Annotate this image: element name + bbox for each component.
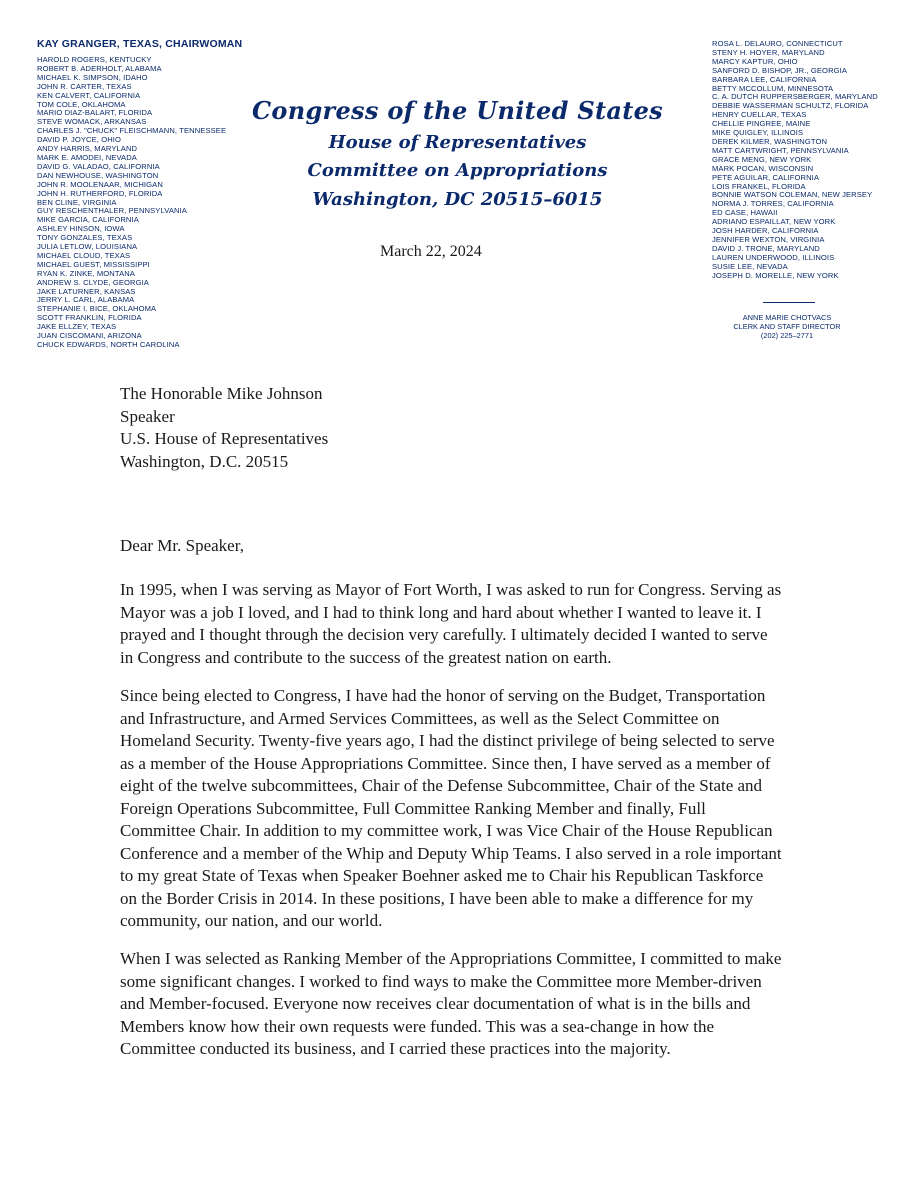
member-name: TOM COLE, OKLAHOMA: [37, 99, 126, 109]
member-name: CHUCK EDWARDS, NORTH CAROLINA: [37, 340, 180, 349]
member-name: GUY RESCHENTHALER, PENNSYLVANIA: [37, 206, 187, 216]
member-name: STEPHANIE I. BICE, OKLAHOMA: [37, 304, 157, 314]
member-name: JERRY L. CARL, ALABAMA: [37, 295, 135, 305]
member-name: JULIA LETLOW, LOUISIANA: [37, 242, 138, 252]
paragraph-line: to my great State of Texas when Speaker Boehner asked me to Chair his Republican Taskforce: [120, 866, 764, 885]
body-paragraph-2: [120, 685, 880, 933]
recipient-address: [120, 383, 328, 473]
member-name: MARCY KAPTUR, OHIO: [712, 56, 798, 66]
paragraph-line: Since being elected to Congress, I have had the honor of serving on the Budget, Transportation: [120, 686, 766, 705]
member-name: HAROLD ROGERS, KENTUCKY: [37, 55, 152, 64]
paragraph-line: Foreign Operations Subcommittee, Full Committee Ranking Member and finally, Full: [120, 798, 706, 818]
recipient-line: U.S. House of Representatives: [120, 429, 329, 448]
paragraph-line: Committee conducted its business, and I carried these practices into the majority.: [120, 1039, 671, 1058]
member-name: GRACE MENG, NEW YORK: [712, 154, 812, 164]
recipient-line: The Honorable Mike Johnson: [120, 384, 323, 403]
staff-director-phone: (202) 225–2771: [760, 331, 814, 341]
member-name: DEBBIE WASSERMAN SCHULTZ, FLORIDA: [712, 101, 869, 111]
member-name: LOIS FRANKEL, FLORIDA: [712, 181, 806, 191]
member-name: DAVID G. VALADAO, CALIFORNIA: [37, 161, 160, 171]
member-name: STEVE WOMACK, ARKANSAS: [37, 117, 147, 127]
paragraph-line: Mayor was a job I loved, and I had to think long and hard about whether I wanted to leave it. I: [120, 602, 762, 622]
member-name: MICHAEL CLOUD, TEXAS: [37, 250, 131, 260]
member-name: CHARLES J. "CHUCK" FLEISCHMANN, TENNESSEE: [37, 126, 227, 136]
member-name: JOSEPH D. MORELLE, NEW YORK: [712, 270, 839, 280]
member-name: SUSIE LEE, NEVADA: [712, 261, 788, 271]
member-name: MARK E. AMODEI, NEVADA: [37, 152, 137, 162]
body-paragraph-1: [120, 579, 880, 669]
member-name: HENRY CUELLAR, TEXAS: [712, 110, 807, 120]
member-name: LAUREN UNDERWOOD, ILLINOIS: [712, 252, 835, 262]
member-name: MICHAEL GUEST, MISSISSIPPI: [37, 259, 150, 269]
paragraph-line: Members know how their own requests were funded. This was a sea-change in how the: [120, 1016, 715, 1036]
member-name: JOSH HARDER, CALIFORNIA: [712, 226, 819, 236]
committee-heading: Committee on Appropriations: [307, 160, 608, 181]
member-name: DAVID J. TRONE, MARYLAND: [712, 243, 820, 253]
chairwoman-line: KAY GRANGER, TEXAS, CHAIRWOMAN: [37, 38, 243, 50]
paragraph-line: Conference and a member of the Whip and Deputy Whip Teams. I also served in a role important: [120, 843, 782, 863]
member-name: SANFORD D. BISHOP, JR., GEORGIA: [712, 65, 848, 75]
member-name: ADRIANO ESPAILLAT, NEW YORK: [712, 217, 836, 227]
member-name: ED CASE, HAWAII: [712, 208, 778, 218]
member-name: BARBARA LEE, CALIFORNIA: [712, 74, 817, 84]
member-name: DAN NEWHOUSE, WASHINGTON: [37, 170, 159, 180]
address-heading: Washington, DC 20515–6015: [312, 189, 603, 210]
paragraph-line: prayed and I thought through the decision very carefully. I ultimately decided I wanted to serve: [120, 625, 768, 644]
member-name: JOHN R. MOOLENAAR, MICHIGAN: [37, 179, 163, 189]
member-name: JAKE LATURNER, KANSAS: [37, 286, 136, 296]
staff-director-block: [692, 313, 882, 341]
congress-heading: Congress of the United States: [251, 96, 663, 125]
staff-director-name: ANNE MARIE CHOTVACS: [742, 313, 832, 322]
member-name: SCOTT FRANKLIN, FLORIDA: [37, 313, 142, 323]
member-name: ROBERT B. ADERHOLT, ALABAMA: [37, 63, 162, 73]
member-name: C. A. DUTCH RUPPERSBERGER, MARYLAND: [712, 92, 878, 102]
member-name: MARK POCAN, WISCONSIN: [712, 163, 814, 173]
member-name: RYAN K. ZINKE, MONTANA: [37, 268, 135, 278]
member-name: PETE AGUILAR, CALIFORNIA: [712, 172, 820, 182]
paragraph-line: Homeland Security. Twenty-five years ago, I had the distinct privilege of being selected to serve: [120, 731, 775, 750]
recipient-line: Washington, D.C. 20515: [120, 451, 289, 471]
member-name: MARIO DIAZ-BALART, FLORIDA: [37, 108, 153, 118]
paragraph-line: in Congress and contribute to the success of the greatest nation on earth.: [120, 647, 612, 667]
majority-members-list: [37, 56, 226, 350]
member-name: BETTY MCCOLLUM, MINNESOTA: [712, 83, 834, 93]
minority-members-list: [712, 40, 878, 280]
member-name: MATT CARTWRIGHT, PENNSYLVANIA: [712, 145, 849, 155]
letter-date: March 22, 2024: [380, 243, 482, 260]
member-name: JENNIFER WEXTON, VIRGINIA: [712, 234, 825, 244]
member-name: TONY GONZALES, TEXAS: [37, 233, 133, 243]
house-heading: House of Representatives: [328, 132, 587, 153]
member-name: JOHN R. CARTER, TEXAS: [37, 81, 132, 91]
paragraph-line: In 1995, when I was serving as Mayor of Fort Worth, I was asked to run for Congress. Serving as: [120, 580, 782, 599]
paragraph-line: When I was selected as Ranking Member of the Appropriations Committee, I committed to make: [120, 949, 782, 968]
staff-divider: [763, 302, 815, 303]
member-name: MICHAEL K. SIMPSON, IDAHO: [37, 72, 148, 82]
salutation: Dear Mr. Speaker,: [120, 536, 244, 555]
paragraph-line: Committee Chair. In addition to my committee work, I was Vice Chair of the House Republican: [120, 821, 773, 840]
member-name: ANDY HARRIS, MARYLAND: [37, 144, 138, 154]
member-name: JAKE ELLZEY, TEXAS: [37, 322, 117, 332]
member-name: ROSA L. DELAURO, CONNECTICUT: [712, 39, 843, 48]
paragraph-line: and Member-focused. Everyone now receives clear documentation of what is in the bills and: [120, 994, 751, 1013]
paragraph-line: some significant changes. I worked to find ways to make the Committee more Member-driven: [120, 971, 762, 991]
body-paragraph-3: [120, 948, 880, 1061]
member-name: ANDREW S. CLYDE, GEORGIA: [37, 277, 149, 287]
member-name: BEN CLINE, VIRGINIA: [37, 197, 117, 207]
member-name: CHELLIE PINGREE, MAINE: [712, 119, 811, 129]
member-name: MIKE QUIGLEY, ILLINOIS: [712, 128, 804, 138]
member-name: MIKE GARCIA, CALIFORNIA: [37, 215, 139, 225]
staff-director-title: CLERK AND STAFF DIRECTOR: [733, 322, 841, 332]
member-name: ASHLEY HINSON, IOWA: [37, 224, 125, 234]
paragraph-line: eight of the twelve subcommittees, Chair of the Defense Subcommittee, Chair of the State and: [120, 776, 763, 795]
paragraph-line: on the Border Crisis in 2014. In these positions, I have been able to make a difference for my: [120, 888, 754, 908]
member-name: DAVID P. JOYCE, OHIO: [37, 135, 122, 145]
recipient-line: Speaker: [120, 406, 175, 426]
member-name: NORMA J. TORRES, CALIFORNIA: [712, 199, 834, 209]
member-name: STENY H. HOYER, MARYLAND: [712, 47, 825, 57]
member-name: KEN CALVERT, CALIFORNIA: [37, 90, 141, 100]
member-name: JUAN CISCOMANI, ARIZONA: [37, 331, 142, 341]
member-name: BONNIE WATSON COLEMAN, NEW JERSEY: [712, 190, 873, 200]
paragraph-line: and Infrastructure, and Armed Services Committees, as well as the Select Committee on: [120, 708, 720, 728]
member-name: JOHN H. RUTHERFORD, FLORIDA: [37, 188, 163, 198]
paragraph-line: as a member of the House Appropriations Committee. Since then, I have served as a member of: [120, 753, 771, 773]
member-name: DEREK KILMER, WASHINGTON: [712, 136, 828, 146]
paragraph-line: community, our nation, and our world.: [120, 911, 383, 930]
